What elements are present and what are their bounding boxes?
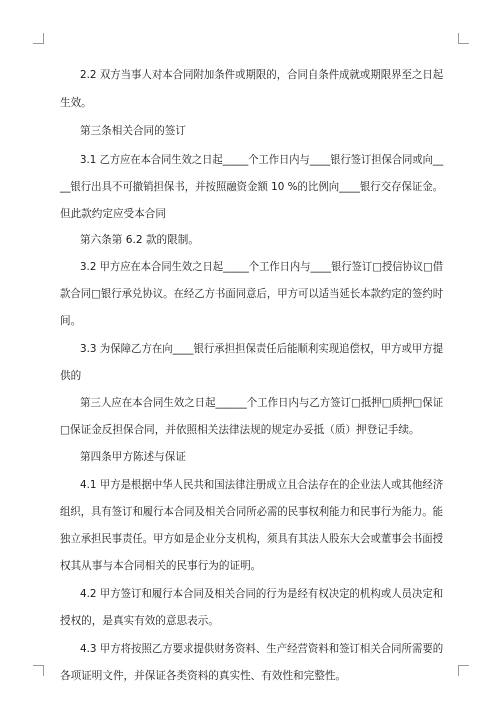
text-line: 3.3 为保障乙方在向____银行承担担保责任后能顺利实现追偿权，甲方或甲方提: [80, 343, 444, 355]
text-line: 授权的，是真实有效的意思表示。: [60, 615, 219, 627]
text-line: __银行出具不可撤销担保书，并按照融资金额 10 %的比例向____银行交存保证金。: [60, 181, 444, 193]
text-line: 2.2 双方当事人对本合同附加条件或期限的，合同自条件成就或期限界至之日起: [80, 69, 444, 81]
text-line: 4.1 甲方是根据中华人民共和国法律注册成立且合法存在的企业法人或其他经济: [80, 479, 444, 491]
section-heading: 第四条甲方陈述与保证: [80, 451, 186, 463]
text-line: 组织，具有签订和履行本合同及相关合同所必需的民事权利能力和民事行为能力。能: [60, 506, 443, 518]
text-line: 权其从事与本合同相关的民事行为的证明。: [60, 560, 262, 572]
text-line: 各项证明文件，并保证各类资料的真实性、有效性和完整性。: [60, 670, 347, 682]
text-line: 独立承担民事责任。甲方如是企业分支机构，须具有其法人股东大会或董事会书面授: [60, 533, 443, 545]
text-line: 3.1 乙方应在本合同生效之日起_____个工作日内与____银行签订担保合同或向__: [80, 154, 444, 166]
text-line: 第六条第 6.2 款的限制。: [80, 234, 199, 246]
text-line: 3.2 甲方应在本合同生效之日起_____个工作日内与____银行签订□授信协议□借: [80, 261, 444, 273]
text-line: 生效。: [60, 97, 92, 109]
text-line: □保证金反担保合同，并依照相关法律法规的规定办妥抵（质）押登记手续。: [60, 424, 420, 436]
text-line: 4.2 甲方签订和履行本合同及相关合同的行为是经有权决定的机构或人员决定和: [80, 588, 444, 600]
crop-mark-bottom-left: [33, 665, 44, 676]
text-line: 间。: [60, 315, 82, 327]
text-line: 款合同□银行承兑协议。在经乙方书面同意后，甲方可以适当延长本款约定的签约时: [60, 288, 444, 300]
crop-mark-bottom-right: [458, 665, 469, 676]
text-line: 但此款约定应受本合同: [60, 208, 166, 220]
text-line: 供的: [60, 370, 82, 382]
text-line: 第三人应在本合同生效之日起______个工作日内与乙方签订□抵押□质押□保证: [80, 397, 444, 409]
crop-mark-top-left: [33, 33, 44, 44]
crop-mark-top-right: [458, 33, 469, 44]
text-line: 4.3 甲方将按照乙方要求提供财务资料、生产经营资料和签订相关合同所需要的: [80, 643, 444, 655]
section-heading: 第三条相关合同的签订: [80, 125, 186, 137]
